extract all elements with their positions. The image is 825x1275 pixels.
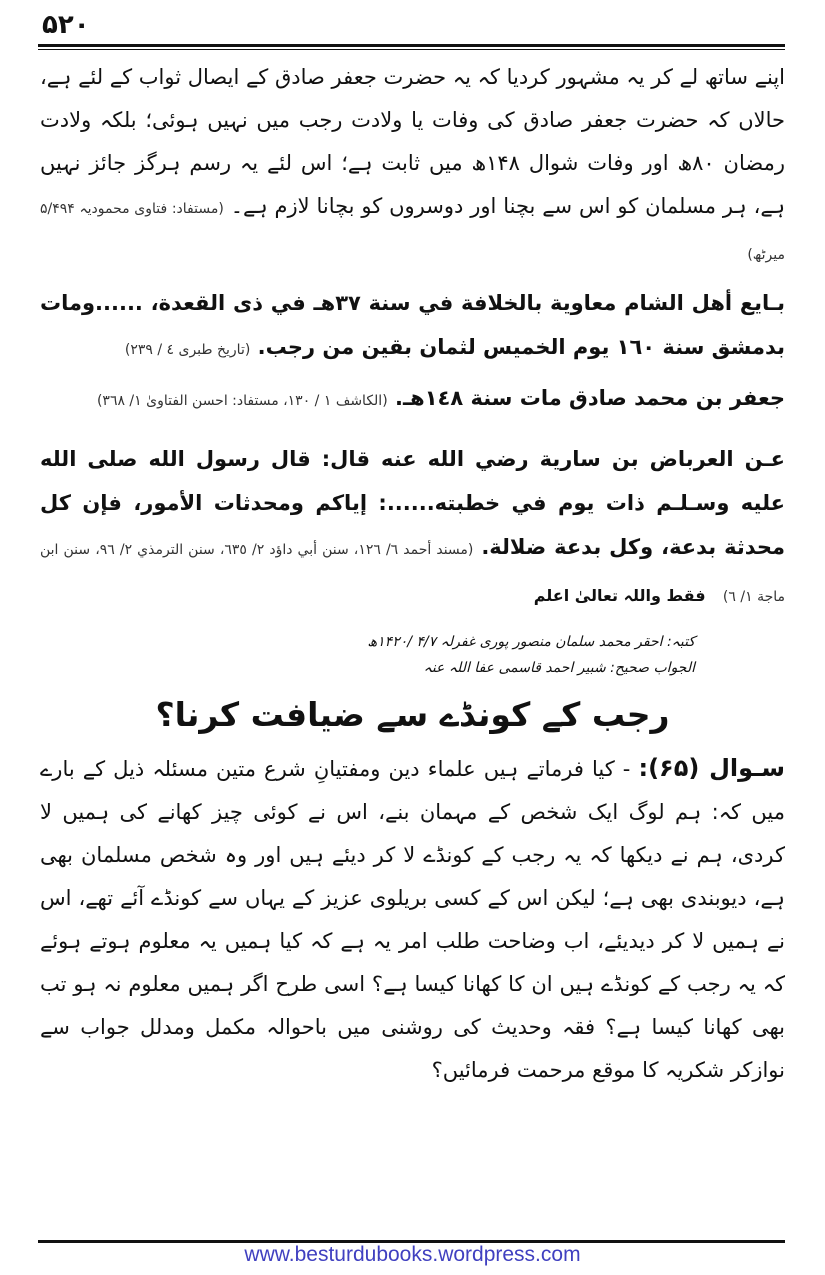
hadith-text: عـن العرباض بن سارية رضي الله عنه قال: قال رسول الله صلى الله عليه وسـلـم ذات يوم في خطبته......: إياكم ومحدثات الأمور، فإن كل محدثة بدعة، وكل بدعة ضلالة. <box>40 447 785 559</box>
arabic-quote-2 <box>40 376 785 423</box>
signature-block <box>40 629 695 681</box>
signature-writer: کتبہ: احقر محمد سلمان منصور پوری غفرلہ ۴/۷ /۱۴۲۰ھ <box>367 634 695 650</box>
question-text: - کیا فرماتے ہیں علماء دین ومفتیانِ شرع متین مسئلہ ذیل کے بارے میں کہ: ہم لوگ ایک شخص کے مہمان بنے، اس نے کوئی چیز کھانے کی ہمیں لا کردی، ہم نے دیکھا کہ یہ رجب کے کونڈے لا کر دیئے ہیں اور وہ شخص مسلمان بھی ہے، دیوبندی بھی ہے؛ لیکن اس کے کسی بریلوی عزیز کے یہاں سے کونڈے آئے تھے، اس نے ہمیں لا کر دیدیئے، اب وضاحت طلب امر یہ ہے کہ کیا ہمیں یہ معلوم ہوتے ہوئے کہ یہ رجب کے کونڈے ہیں ان کا کھانا کیسا ہے؟ اسی طرح اگر ہمیں معلوم نہ ہو تب بھی کھانا کیسا ہے؟ فقہ وحدیث کی روشنی میں باحوالہ مکمل ومدلل جواب سے نوازکر شکریہ کا موقع مرحمت فرمائیں؟ <box>40 757 785 1082</box>
urdu-paragraph-1-reference: (مستفاد: فتاوی محمودیہ ۵/۴۹۴ میرٹھ) <box>40 201 785 263</box>
page-content <box>40 56 785 1092</box>
urdu-paragraph-1-text: اپنے ساتھ لے کر یہ مشہور کردیا کہ یہ حضرت جعفر صادق کے ایصال ثواب کے لئے ہے، حالاں کہ حضرت جعفر صادق کی وفات یا ولادت رجب میں نہیں ہوئی؛ بلکہ ولادت رمضان ۸۰ھ اور وفات شوال ۱۴۸ھ میں ثابت ہے؛ اس لئے یہ رسم ہرگز جائز نہیں ہے، ہر مسلمان کو اس سے بچنا اور دوسروں کو بچانا لازم ہے۔ <box>40 65 785 218</box>
signature-approver: الجواب صحیح: شبیر احمد قاسمی عفا اللہ عنہ <box>423 660 695 676</box>
hadith-quote <box>40 437 785 619</box>
page-number: ۵۲۰ <box>42 10 90 40</box>
hadith-reference: (مسند أحمد ٦/ ١٢٦، سنن أبي داؤد ٢/ ٦٣٥، سنن الترمذي ٢/ ٩٦، سنن ابن ماجة ١/ ٦) <box>40 542 785 605</box>
top-rule-thin <box>38 49 785 50</box>
arabic-quote-1-reference: (تاريخ طبرى ٤ / ٢٣٩) <box>124 342 251 358</box>
signoff-text: فقط واللہ تعالیٰ اعلم <box>533 586 706 605</box>
top-rule <box>38 44 785 47</box>
arabic-quote-1-text: بـايع أهل الشام معاوية بالخلافة في سنة ٣٧هـ في ذى القعدة، ......ومات بدمشق سنة ١٦٠ يوم الخميس لثمان بقين من رجب. <box>40 291 786 359</box>
question-paragraph <box>40 747 785 1092</box>
footer-url: www.besturdubooks.wordpress.com <box>244 1243 581 1266</box>
arabic-quote-2-text: جعفر بن محمد صادق مات سنة ١٤٨هـ. <box>394 386 785 410</box>
section-heading: رجب کے کونڈے سے ضیافت کرنا؟ <box>155 695 670 734</box>
arabic-quote-2-reference: (الكاشف ١ / ١٣٠، مستفاد: احسن الفتاوىٰ ١/ ٣٦٨) <box>96 393 388 409</box>
arabic-quote-1 <box>40 281 785 372</box>
urdu-paragraph-1 <box>40 56 785 277</box>
question-label: سـوال (۶۵): <box>638 754 785 782</box>
